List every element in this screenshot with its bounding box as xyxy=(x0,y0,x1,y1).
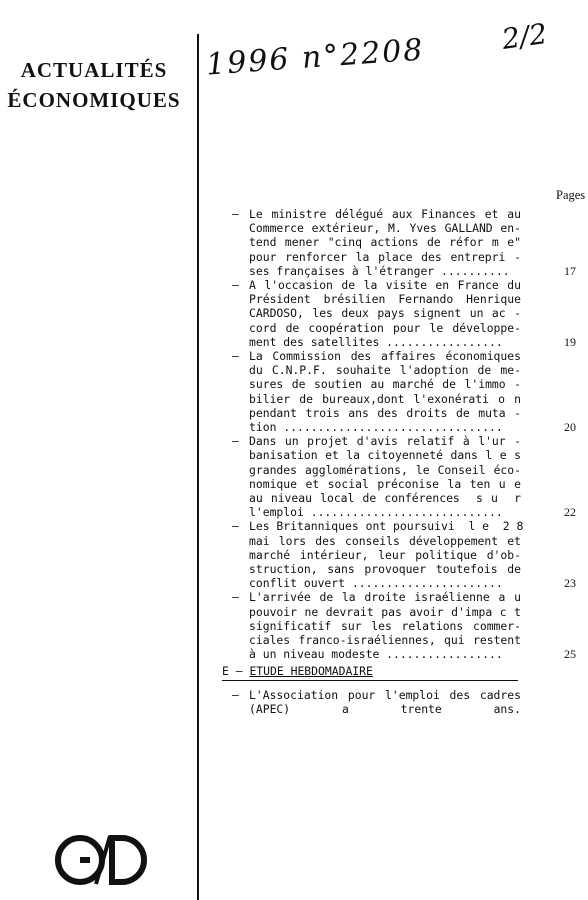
entry-line: cord de coopération pour le développe- xyxy=(249,320,521,335)
entry-line: La Commission des affaires économiques xyxy=(249,349,521,364)
entry-line: tion ................................ xyxy=(249,420,503,435)
table-of-contents xyxy=(232,207,584,662)
entry-line: pendant trois ans des droits de muta - xyxy=(249,405,521,420)
section-heading xyxy=(222,664,373,678)
section-dash: – xyxy=(235,664,243,678)
entry-line: Les Britanniques ont poursuivi l e 2 8 xyxy=(249,519,524,534)
toc-entry xyxy=(232,519,584,590)
entry-line: banisation et la citoyenneté dans l e s xyxy=(249,448,521,463)
entry-dash: – xyxy=(232,688,239,702)
handwritten-issue-note: 1996 n°2208 xyxy=(205,32,426,83)
entry-dash: – xyxy=(232,278,239,293)
entry-line: pour renforcer la place des entrepri - xyxy=(249,249,521,264)
entry-line: pouvoir ne devrait pas avoir d'impa c t xyxy=(249,604,521,619)
entry-line: Dans un projet d'avis relatif à l'ur - xyxy=(249,434,521,449)
entry-line: Commerce extérieur, M. Yves GALLAND en- xyxy=(249,221,521,236)
toc-entry xyxy=(232,278,584,349)
entry-line: nomique et social préconise la ten u e xyxy=(249,476,521,491)
toc-entry xyxy=(232,434,584,519)
pages-column-header: Pages xyxy=(556,188,586,202)
entry-line: sures de soutien au marché de l'immo - xyxy=(249,377,521,392)
masthead-line-2: ÉCONOMIQUES xyxy=(7,88,181,112)
entry-line: L'Association pour l'emploi des cadres xyxy=(249,688,521,702)
entry-page-number: 25 xyxy=(564,647,576,662)
entry-line: Le ministre délégué aux Finances et au xyxy=(249,207,521,221)
toc-entry-final xyxy=(232,688,532,716)
toc-entry xyxy=(232,207,584,278)
entry-line: marché intérieur, leur politique d'ob- xyxy=(249,547,521,562)
gd-logo xyxy=(52,832,152,888)
entry-line: au niveau local de conférences s u r xyxy=(249,491,521,506)
section-letter: E xyxy=(222,664,229,678)
entry-line: (APEC) a trente ans. xyxy=(249,702,521,717)
entry-line: bilier de bureaux,dont l'exonérati o n xyxy=(249,391,521,406)
entry-dash: – xyxy=(232,207,239,221)
toc-entry xyxy=(232,590,584,661)
entry-line: ment des satellites ................. xyxy=(249,334,503,349)
entry-line: A l'occasion de la visite en France du xyxy=(249,278,521,293)
vertical-divider xyxy=(197,34,199,900)
entry-line: conflit ouvert ...................... xyxy=(249,576,503,591)
entry-line: mai lors des conseils développement et xyxy=(249,533,521,548)
entry-line: l'emploi ............................ xyxy=(249,505,503,520)
entry-line: struction, sans provoquer toutefois de xyxy=(249,562,521,577)
section-title: ETUDE HEBDOMADAIRE xyxy=(249,664,373,678)
section-rule xyxy=(222,680,518,681)
entry-page-number: 19 xyxy=(564,334,576,349)
entry-line: à un niveau modeste ................. xyxy=(249,647,503,662)
handwritten-page-note: 2/2 xyxy=(499,17,550,56)
entry-page-number: 23 xyxy=(564,576,576,591)
entry-line: significatif sur les relations commer- xyxy=(249,618,521,633)
entry-dash: – xyxy=(232,434,239,449)
entry-dash: – xyxy=(232,590,239,605)
masthead xyxy=(0,55,188,115)
entry-line: ses françaises à l'étranger .......... xyxy=(249,263,510,278)
entry-page-number: 22 xyxy=(564,505,576,520)
entry-line: Président brésilien Fernando Henrique xyxy=(249,292,521,307)
entry-dash: – xyxy=(232,349,239,364)
entry-line: tend mener "cinq actions de réfor m e" xyxy=(249,235,521,250)
entry-page-number: 17 xyxy=(564,263,576,278)
entry-dash: – xyxy=(232,519,239,534)
entry-line: du C.N.P.F. souhaite l'adoption de me- xyxy=(249,363,521,378)
entry-line: CARDOSO, les deux pays signent un ac - xyxy=(249,306,521,321)
entry-line: ciales franco-israéliennes, qui restent xyxy=(249,633,521,648)
toc-entry xyxy=(232,349,584,434)
entry-line: L'arrivée de la droite israélienne a u xyxy=(249,590,521,605)
masthead-line-1: ACTUALITÉS xyxy=(20,58,168,82)
entry-line: grandes agglomérations, le Conseil éco- xyxy=(249,462,521,477)
entry-page-number: 20 xyxy=(564,420,576,435)
